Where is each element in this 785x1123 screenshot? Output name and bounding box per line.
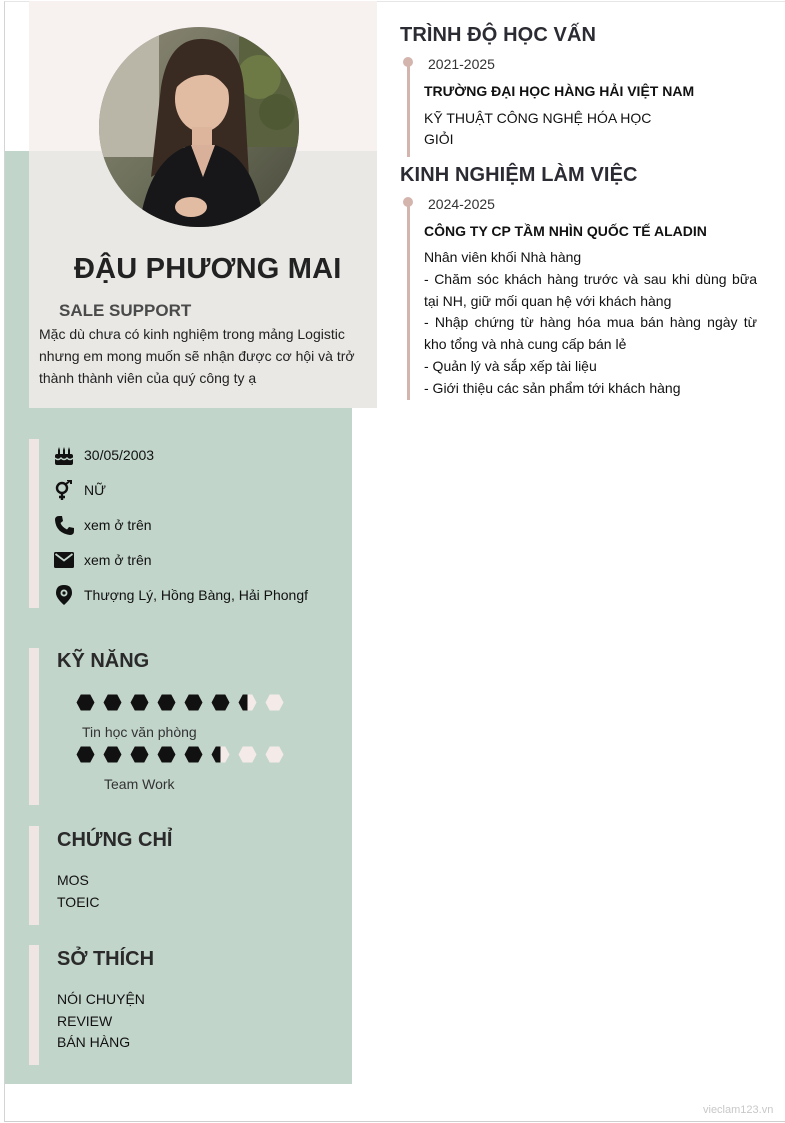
skill-dot [157,746,176,763]
job-duty: - Chăm sóc khách hàng trước và sau khi dùng bữa tại NH, giữ mối quan hệ với khách hàng [424,270,757,309]
birthday-value: 30/05/2003 [84,447,155,463]
hobby-item: REVIEW [57,1012,113,1029]
hobbies-list [57,989,145,1054]
education-timeline [407,62,410,157]
skill-dot [103,694,122,711]
skill-dot [184,746,203,763]
skill-rating-0 [76,694,284,711]
job-duty: - Giới thiệu các sản phẩm tới khách hàng [424,379,681,396]
certificates-accent-bar [29,826,39,925]
candidate-name: ĐẬU PHƯƠNG MAI [74,253,342,285]
skill-label: Tin học văn phòng [82,724,197,740]
skill-rating-1 [76,746,284,763]
education-period: 2021-2025 [428,56,495,72]
company-name: CÔNG TY CP TẦM NHÌN QUỐC TẾ ALADIN [424,223,707,239]
experience-period: 2024-2025 [428,196,495,212]
skill-dot [184,694,203,711]
education-title: TRÌNH ĐỘ HỌC VẤN [400,24,597,46]
email-icon [54,550,74,570]
gender-value: NỮ [84,482,107,498]
address-value: Thượng Lý, Hồng Bàng, Hải Phongf [84,587,309,603]
job-duty: - Nhập chứng từ hàng hóa mua bán hàng ngày từ kho tổng và nhà cung cấp bán lẻ [424,314,757,353]
skill-dot [238,694,257,711]
certificates-title: CHỨNG CHỈ [57,829,173,851]
avatar-photo [99,27,299,227]
phone-icon [54,515,74,535]
hobby-item: BÁN HÀNG [57,1034,131,1050]
skill-label: Team Work [104,776,175,792]
experience-title: KINH NGHIỆM LÀM VIỆC [400,164,638,186]
contact-gender [54,479,106,501]
contact-email [54,549,152,571]
phone-value: xem ở trên [84,517,152,533]
contact-phone [54,514,152,536]
contact-birthday [54,444,154,466]
contact-address [54,584,308,606]
school-name: TRƯỜNG ĐẠI HỌC HÀNG HẢI VIỆT NAM [424,83,695,99]
job-duty: - Quản lý và sắp xếp tài liệu [424,357,597,374]
email-value: xem ở trên [84,552,152,568]
skill-dot [211,694,230,711]
avatar [99,27,299,227]
certificate-item: MOS [57,872,89,888]
birthday-cake-icon [54,445,74,465]
skill-dot [76,694,95,711]
skill-dot [265,746,284,763]
hobbies-title: SỞ THÍCH [57,948,155,970]
job-role: Nhân viên khối Nhà hàng [424,249,582,265]
hobbies-accent-bar [29,945,39,1065]
hobby-item: NÓI CHUYỆN [57,991,145,1007]
location-icon [54,585,74,605]
education-grade: GIỎI [424,131,454,147]
skill-dot [157,694,176,711]
skill-dot [103,746,122,763]
contact-accent-bar [29,439,39,608]
experience-description [424,247,757,400]
skill-dot [238,746,257,763]
skills-title: KỸ NĂNG [57,650,150,672]
certificate-item: TOEIC [57,893,100,910]
skill-dot [265,694,284,711]
skills-accent-bar [29,648,39,805]
position-title: SALE SUPPORT [59,301,192,320]
education-major: KỸ THUẬT CÔNG NGHỆ HÓA HỌC [424,110,652,126]
certificates-list [57,870,100,913]
skill-dot [130,746,149,763]
skill-dot [211,746,230,763]
watermark: vieclam123.vn [703,1104,774,1116]
experience-timeline [407,202,410,400]
skill-dot [130,694,149,711]
skill-dot [76,746,95,763]
gender-icon [54,480,74,500]
career-objective: Mặc dù chưa có kinh nghiệm trong mảng Logistic nhưng em mong muốn sẽ nhận được cơ hội và trở thành thành viên của quý công ty ạ [39,326,355,386]
